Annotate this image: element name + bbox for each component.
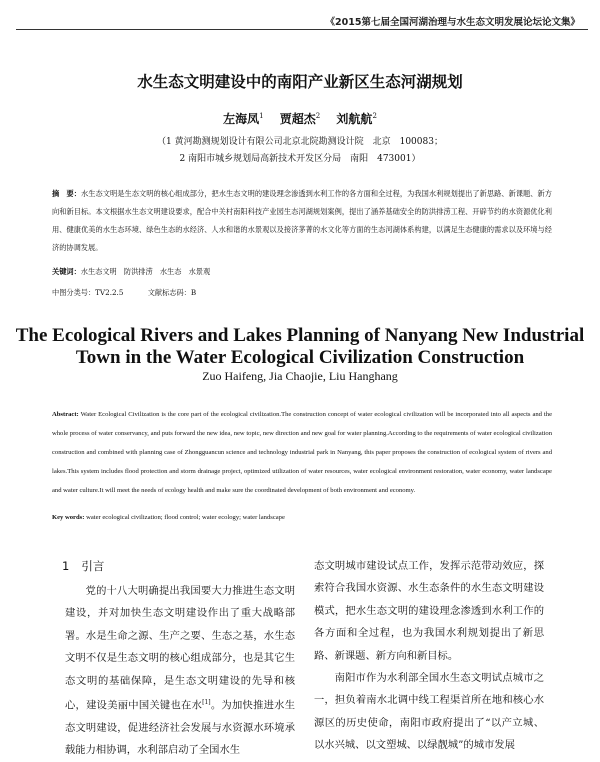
body-paragraph: 党的十八大明确提出我国要大力推进生态文明建设，并对加快生态文明建设作出了重大战略部署。水是生命之源、生产之要、生态之基，水生态文明不仅是生态文明的核心组成部分，也是其它生态文明的基础保障，是生态文明建设的先导和核心，建设美丽中国关键也在水[1]。为加快推进水生态文明建设，促进经济社会发展与水资源水环境承载能力相协调，水利部启动了全国水生 (65, 585, 296, 757)
chinese-authors (0, 110, 600, 127)
body-column-left (65, 580, 295, 762)
citation-ref: [1] (202, 699, 211, 707)
abstract-label-cn: 摘 要： (52, 189, 81, 198)
keywords-text-cn: 水生态文明 防洪排涝 水生态 水景观 (80, 267, 211, 276)
author-3: 刘航航$^2$ (336, 112, 377, 126)
running-header: 《2015第七届全国河湖治理与水生态文明发展论坛论文集》 (325, 17, 580, 28)
chinese-keywords (52, 267, 210, 277)
english-title: The Ecological Rivers and Lakes Planning of Nanyang New Industrial Town in the Water Ecological Civilization Construction (15, 325, 585, 368)
body-paragraph: 态文明城市建设试点工作，发挥示范带动效应，探索符合我国水资源、水生态条件的水生态文明建设模式，把水生态文明的建设理念渗透到水利工作的各方面和全过程，也为我国水利规划提出了新思路、新课题、新方向和新目标。 (314, 560, 544, 662)
abstract-label-en: Abstract: (52, 411, 79, 418)
clc-label: 中图分类号： (52, 288, 96, 297)
abstract-text-en: Water Ecological Civilization is the core part of the ecological civilization.The construction concept of water ecological civilization will be incorporated into all aspects and the whole process of water conservancy, and puts forward the new idea, new topic, new direction and new goal for water planning.According to the requirements of water ecological civilization construction and combined with planning case of Zhongguancun science and technology industrial park in Nanyang, this paper proposes the construction of ecological system of rivers and lakes.This system includes flood protection and storm drainage project, optimized utilization of water resources, water ecological environment restoration, water economy, water landscape and water culture.It will meet the needs of ecology health and make sure the coordinated development of both environment and economy. (52, 411, 552, 494)
chinese-title: 水生态文明建设中的南阳产业新区生态河湖规划 (137, 73, 463, 91)
keywords-text-en: water ecological civilization; flood control; water ecology; water landscape (86, 514, 285, 521)
doc-code-label: 文献标志码： (147, 288, 191, 297)
classification-line (52, 288, 196, 298)
header-rule (16, 29, 588, 30)
body-column-right (314, 555, 544, 757)
english-authors: Zuo Haifeng, Jia Chaojie, Liu Hanghang (202, 369, 398, 383)
section-number: 1 (62, 559, 70, 573)
author-2: 贾超杰$^2$ (279, 112, 321, 126)
chinese-abstract (52, 185, 552, 257)
author-1: 左海凤$^1$ (223, 112, 264, 126)
section-title: 引言 (81, 559, 105, 573)
keywords-label-cn: 关键词： (52, 267, 81, 276)
doc-code-value: B (190, 288, 197, 297)
english-keywords (52, 514, 285, 521)
affiliation-2: 2 南阳市城乡规划局高新技术开发区分局 南阳 473001） (179, 154, 421, 164)
section-heading (62, 558, 104, 574)
abstract-text-cn: 水生态文明是生态文明的核心组成部分，把水生态文明的建设理念渗透到水利工作的各方面和全过程，为我国水利规划提出了新思路、新课题、新方向和新目标。本文根据水生态文明建设要求，配合中关村南阳科技产业园生态河湖规划案例，提出了涵养基础安全的防洪排涝工程、开辟节约的水资源优化利用、健康优美的水生态环境、绿色生态的水经济、人水和谐的水景观以及接济茅菁的水文化等方面的生态河湖体系构建，以满足生态健康的需求以及环境与经济的协调发展。 (52, 189, 552, 252)
clc-value: TV2.2.5 (95, 288, 124, 297)
body-paragraph: 南阳市作为水利部全国水生态文明试点城市之一，担负着南水北调中线工程渠首所在地和核心水源区的历史使命，南阳市政府提出了“以产立城、以水兴城、以文塑城、以绿靓城”的城市发展 (314, 672, 544, 752)
keywords-label-en: Key words: (52, 514, 85, 521)
affiliation-1: （1 黄河勘测规划设计有限公司北京北院勘测设计院 北京 100083； (157, 137, 443, 147)
english-abstract (52, 405, 552, 500)
